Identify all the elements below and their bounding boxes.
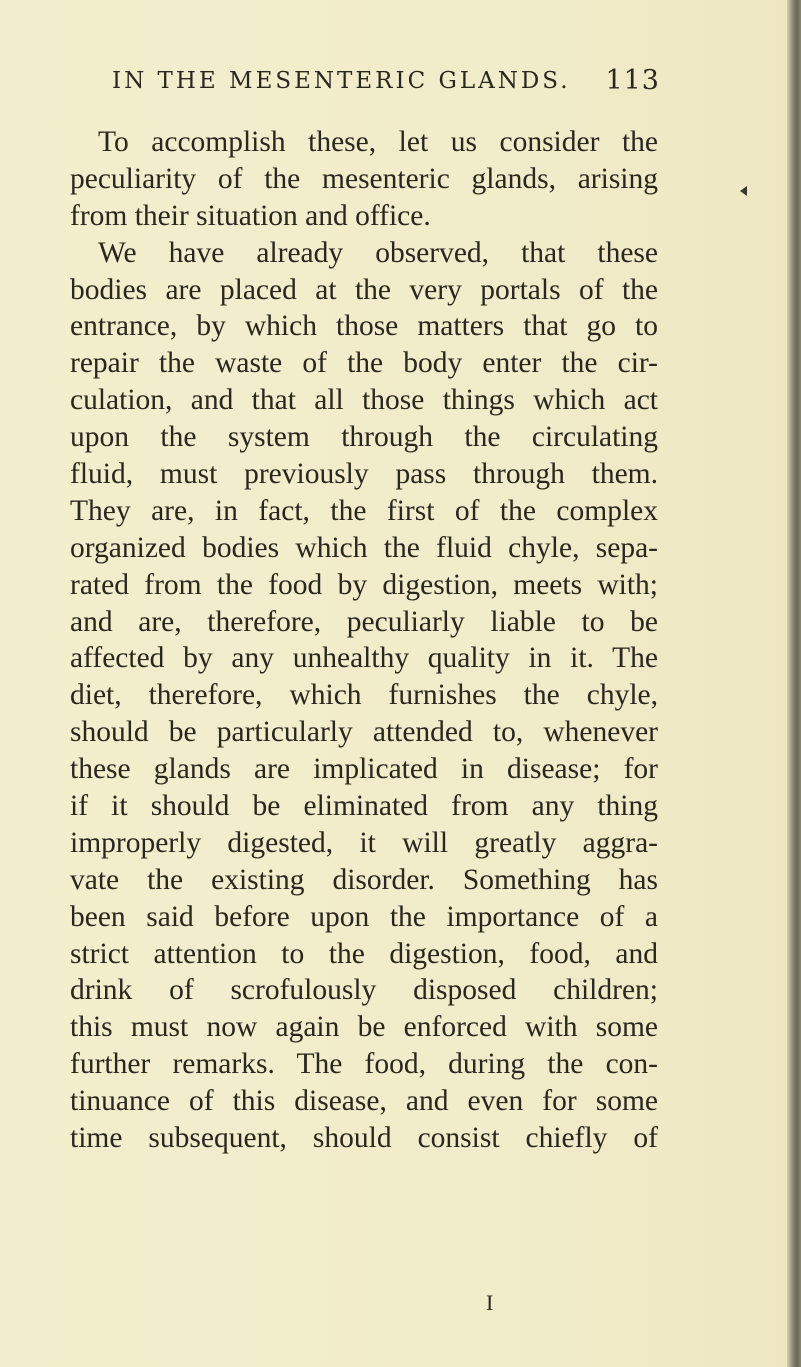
text-line: been said before upon the importance of a [70, 900, 658, 933]
text-line: drink of scrofulously disposed children; [70, 974, 658, 1007]
text-line: peculiarity of the mesenteric glands, arising [70, 162, 658, 195]
page-number: 113 [605, 65, 660, 96]
text-line: bodies are placed at the very portals of the [70, 273, 658, 306]
page-edge [787, 0, 801, 1367]
text-line: should be particularly attended to, whenever [70, 716, 658, 749]
running-head-title: IN THE MESENTERIC GLANDS. [112, 68, 571, 94]
text-line: and are, therefore, peculiarly liable to be [70, 605, 658, 638]
text-line: repair the waste of the body enter the cir- [70, 347, 658, 380]
signature-mark: I [486, 1290, 494, 1315]
text-line: improperly digested, it will greatly aggra- [70, 826, 658, 859]
text-line: To accomplish these, let us consider the [98, 126, 658, 158]
text-line: vate the existing disorder. Something has [70, 863, 658, 896]
text-line: organized bodies which the fluid chyle, sepa- [70, 531, 658, 564]
text-line: this must now again be enforced with some [70, 1011, 658, 1044]
text-line: culation, and that all those things which act [70, 384, 658, 417]
margin-mark-icon [740, 186, 747, 196]
text-line: rated from the food by digestion, meets with; [70, 568, 658, 601]
running-head [112, 65, 660, 108]
text-line: these glands are implicated in disease; for [70, 753, 658, 786]
body-text [70, 124, 658, 1157]
text-line: time subsequent, should consist chiefly of [70, 1122, 658, 1155]
text-line: They are, in fact, the first of the complex [70, 494, 658, 527]
text-line: if it should be eliminated from any thing [70, 790, 658, 823]
text-line: fluid, must previously pass through them. [70, 458, 658, 491]
text-line: upon the system through the circulating [70, 421, 658, 454]
text-line: entrance, by which those matters that go to [70, 310, 658, 343]
text-line: from their situation and office. [70, 199, 431, 232]
text-line: further remarks. The food, during the con- [70, 1048, 658, 1081]
text-line: affected by any unhealthy quality in it. The [70, 642, 658, 675]
text-line: diet, therefore, which furnishes the chyle, [70, 679, 658, 712]
text-line: strict attention to the digestion, food, and [70, 937, 658, 970]
text-line: tinuance of this disease, and even for some [70, 1085, 658, 1118]
text-line: We have already observed, that these [98, 236, 658, 269]
